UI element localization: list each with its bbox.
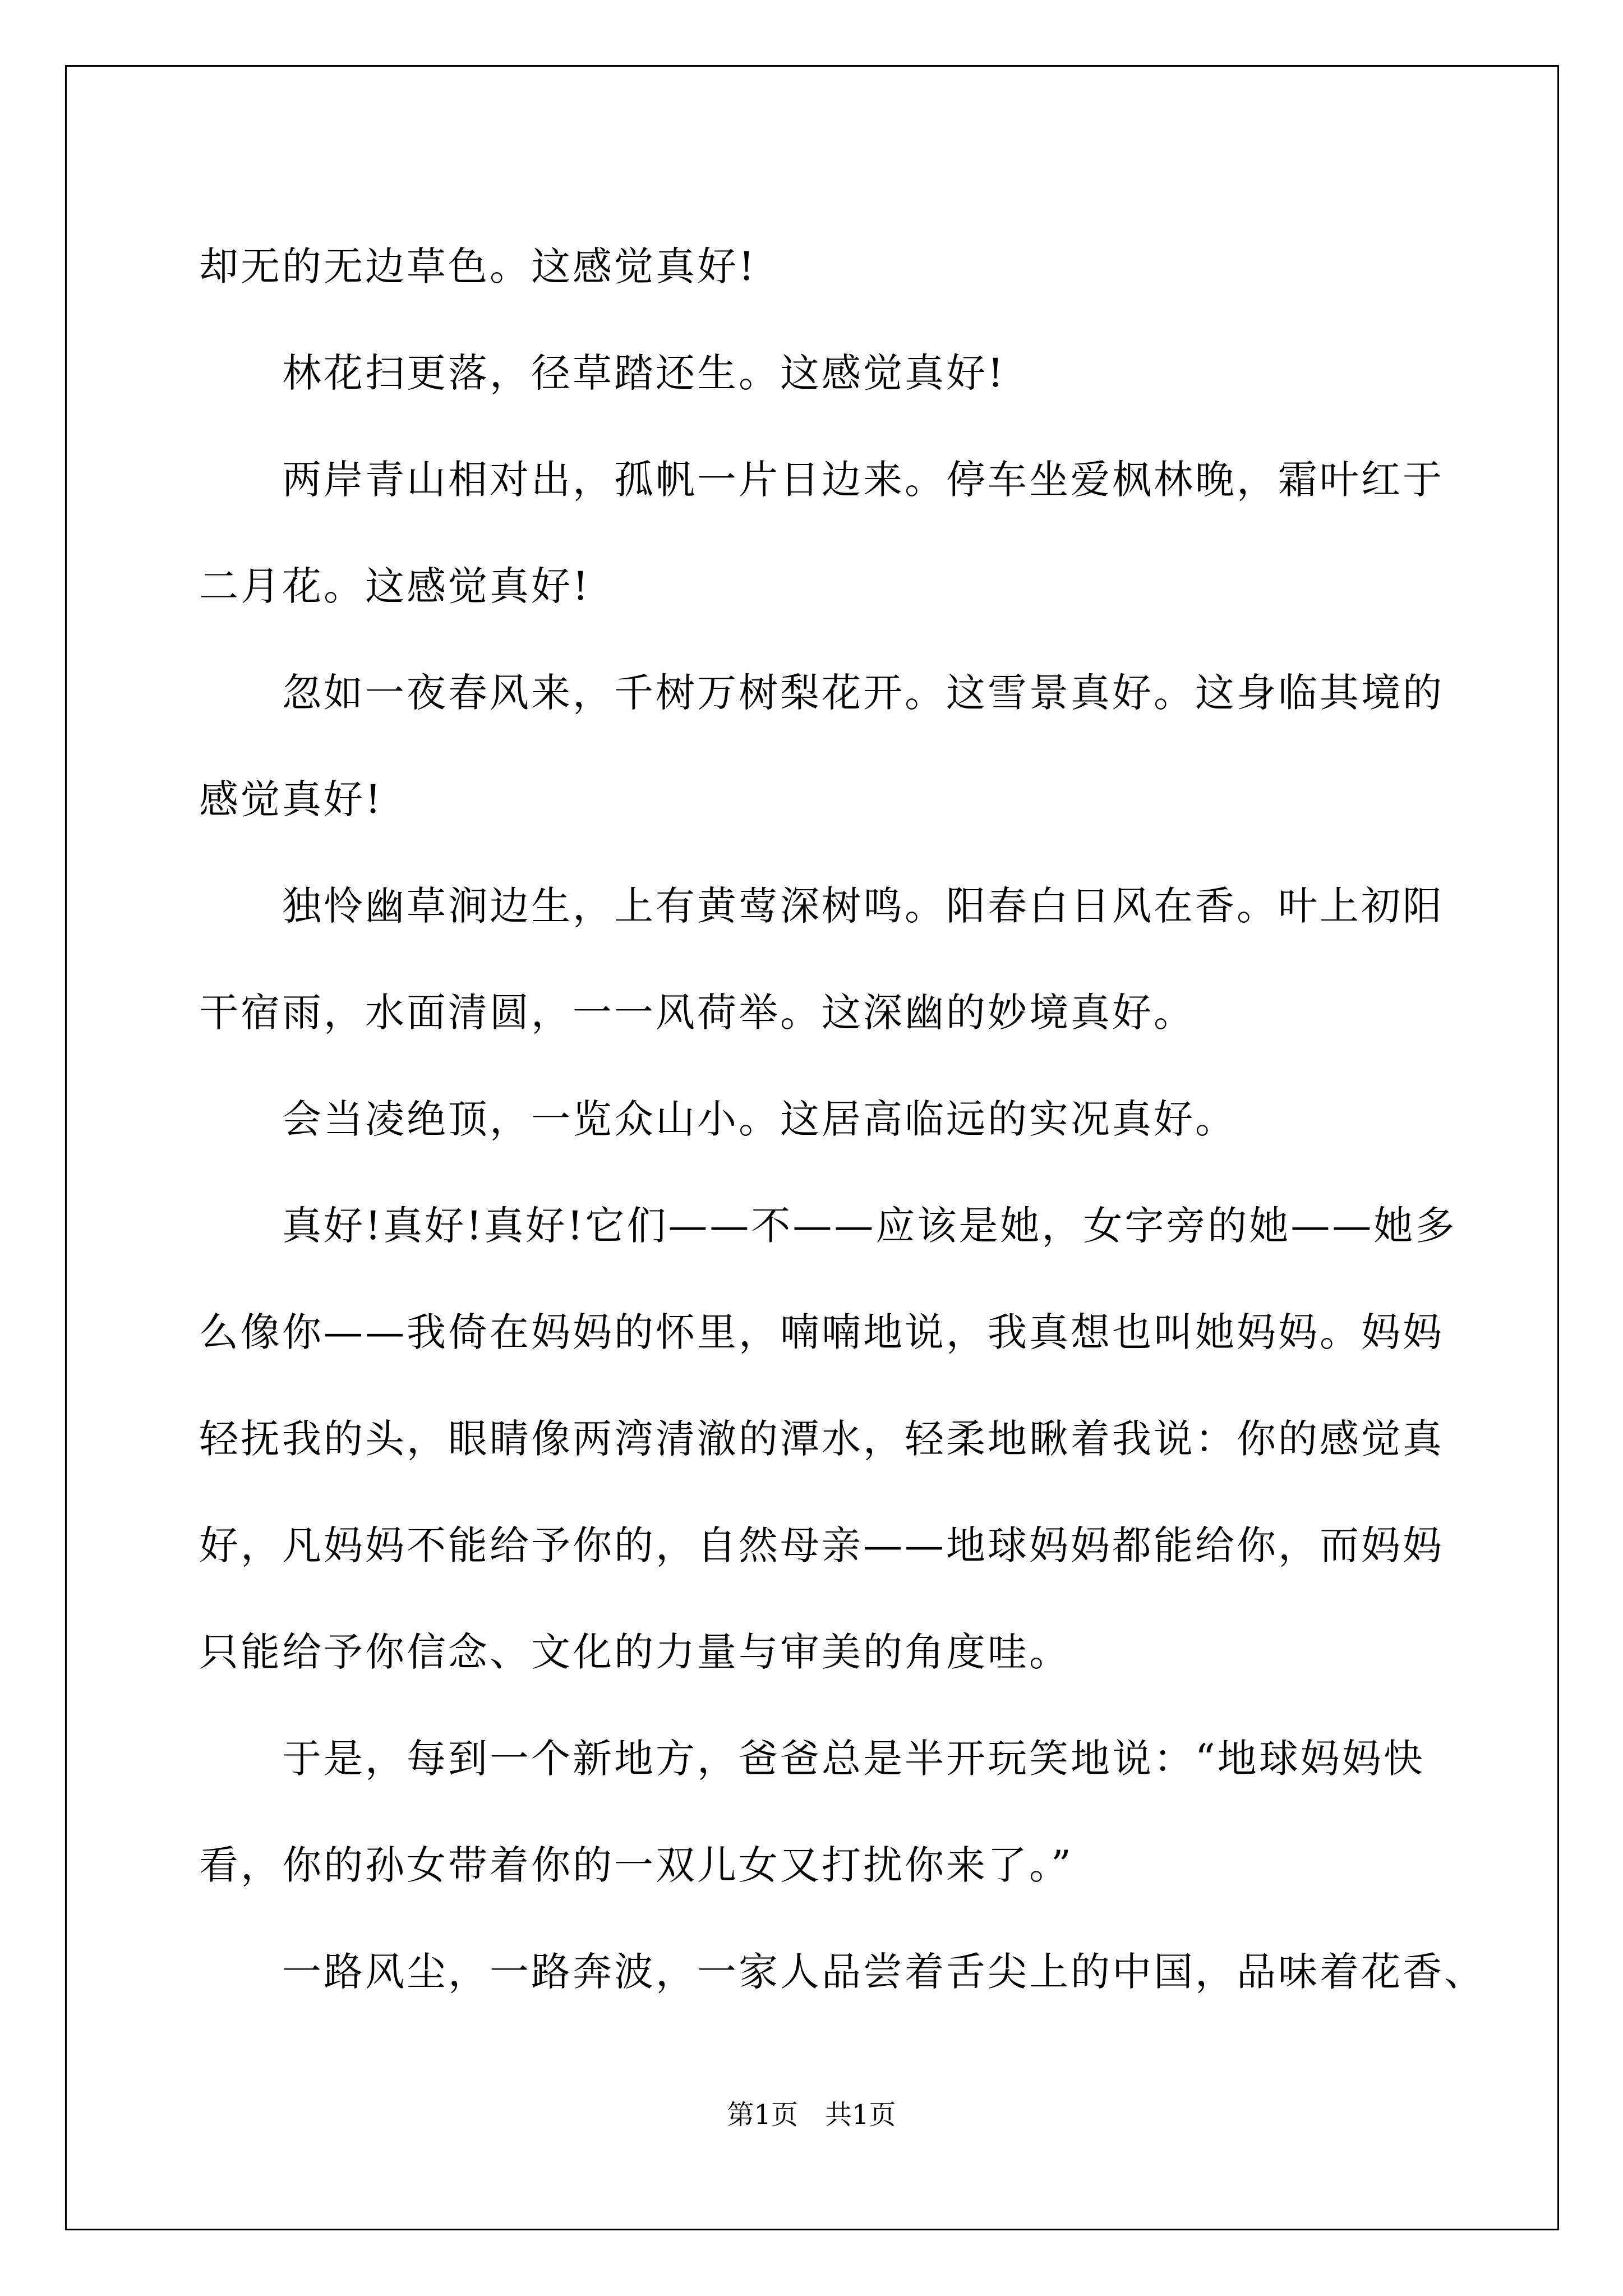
text-line: 会当凌绝顶，一览众山小。这居高临远的实况真好。 [282,1096,1237,1142]
page-footer [0,2098,1623,2132]
text-line: 独怜幽草涧边生，上有黄莺深树鸣。阳春白日风在香。叶上初阳 [282,883,1444,929]
text-line: 好，凡妈妈不能给予你的，自然母亲——地球妈妈都能给你，而妈妈 [199,1522,1444,1568]
text-line: 却无的无边草色。这感觉真好! [199,243,757,289]
text-line: 忽如一夜春风来，千树万树梨花开。这雪景真好。这身临其境的 [282,670,1444,716]
text-line: 么像你——我倚在妈妈的怀里，喃喃地说，我真想也叫她妈妈。妈妈 [199,1309,1444,1355]
text-line: 一路风尘，一路奔波，一家人品尝着舌尖上的中国，品味着花香、 [282,1949,1486,1995]
page-number-total: 共1页 [825,2099,896,2131]
text-line: 只能给予你信念、文化的力量与审美的角度哇。 [199,1629,1071,1675]
page-number-current: 第1页 [727,2099,798,2131]
text-line: 真好!真好!真好!它们——不——应该是她，女字旁的她——她多 [282,1203,1457,1249]
text-line: 轻抚我的头，眼睛像两湾清澈的潭水，轻柔地瞅着我说：你的感觉真 [199,1416,1444,1462]
text-line: 林花扫更落，径草踏还生。这感觉真好! [282,350,1006,396]
text-line: 看，你的孙女带着你的一双儿女又打扰你来了。” [199,1842,1073,1888]
text-line: 二月花。这感觉真好! [199,563,591,609]
text-line: 于是，每到一个新地方，爸爸总是半开玩笑地说：“地球妈妈快 [282,1736,1425,1782]
text-line: 干宿雨，水面清圆，一一风荷举。这深幽的妙境真好。 [199,990,1195,1036]
text-line: 感觉真好! [199,776,384,822]
text-line: 两岸青山相对出，孤帆一片日边来。停车坐爱枫林晚，霜叶红于 [282,457,1444,503]
document-body [199,213,1486,2025]
